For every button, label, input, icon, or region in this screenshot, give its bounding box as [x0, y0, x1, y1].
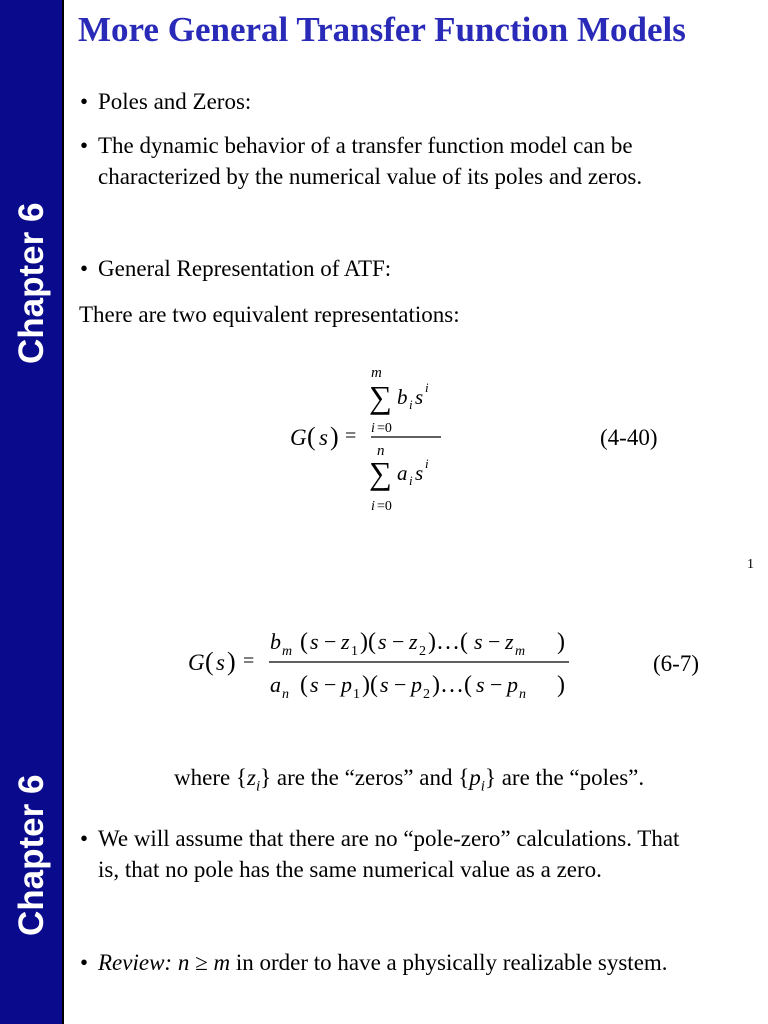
svg-text:p: p: [341, 672, 352, 697]
svg-text:m: m: [371, 365, 382, 381]
equation-6-7: [185, 622, 585, 712]
bullet-marker: •: [80, 89, 89, 114]
svg-text:=: =: [345, 425, 357, 447]
svg-text:m: m: [515, 644, 526, 659]
svg-text:s: s: [310, 672, 319, 697]
svg-text:i: i: [409, 397, 413, 412]
svg-text:−: −: [324, 672, 337, 697]
svg-text:i: i: [371, 421, 375, 436]
svg-text:n: n: [377, 443, 385, 459]
bullet-dynamic-behavior-line1: The dynamic behavior of a transfer function model can be: [98, 133, 633, 158]
p-subscript: i: [480, 778, 485, 795]
svg-text:p: p: [507, 672, 518, 697]
svg-text:)…(: )…(: [432, 672, 472, 698]
review-rest: in order to have a physically realizable system.: [235, 950, 668, 975]
svg-text:s: s: [216, 650, 225, 675]
where-prefix: where {: [174, 765, 247, 790]
chapter-sidebar: [0, 0, 64, 576]
svg-text:s: s: [415, 461, 424, 485]
svg-text:a: a: [270, 672, 281, 697]
svg-text:2: 2: [419, 644, 426, 659]
review-condition: n ≥ m: [177, 950, 231, 975]
svg-text:=0: =0: [377, 421, 392, 436]
bullet-general-representation: General Representation of ATF:: [98, 256, 392, 281]
svg-text:−: −: [324, 629, 337, 654]
svg-text:i: i: [371, 499, 375, 514]
svg-text:a: a: [397, 461, 408, 485]
svg-text:)(: )(: [362, 672, 378, 698]
svg-text:(: (: [307, 422, 316, 451]
svg-text:): ): [557, 629, 565, 655]
bullet-poles-zeros: Poles and Zeros:: [98, 89, 252, 114]
svg-text:∑: ∑: [369, 455, 392, 491]
z-subscript: i: [255, 778, 261, 795]
bullet-review: [98, 947, 668, 978]
svg-text:2: 2: [423, 687, 430, 702]
svg-text:G: G: [290, 425, 307, 450]
svg-text:−: −: [488, 629, 501, 654]
bullet-marker: •: [80, 133, 89, 158]
svg-text:): ): [330, 422, 339, 451]
svg-text:(: (: [300, 672, 308, 698]
svg-text:b: b: [270, 629, 281, 654]
svg-text:): ): [557, 672, 565, 698]
bullet-assumption-line2: is, that no pole has the same numerical value as a zero.: [98, 857, 602, 882]
svg-text:i: i: [409, 473, 413, 488]
p-symbol: p: [469, 765, 481, 790]
svg-text:∑: ∑: [369, 379, 392, 415]
where-zeros-poles-text: [174, 762, 644, 803]
svg-text:s: s: [310, 629, 319, 654]
bullet-marker: •: [80, 950, 89, 975]
svg-text:1: 1: [351, 644, 358, 659]
paragraph-equivalent-representations: There are two equivalent representations:: [79, 302, 460, 327]
bullet-marker: •: [80, 256, 89, 281]
svg-text:s: s: [476, 672, 485, 697]
svg-text:s: s: [474, 629, 483, 654]
svg-text:i: i: [425, 456, 429, 471]
where-middle: } are the “zeros” and {: [260, 765, 470, 790]
svg-text:)(: )(: [360, 629, 376, 655]
chapter-label: Chapter 6: [12, 202, 51, 364]
slide-2: [0, 576, 768, 1024]
svg-text:(: (: [205, 647, 214, 676]
svg-text:i: i: [425, 380, 429, 395]
where-suffix: } are the “poles”.: [484, 765, 645, 790]
chapter-label: Chapter 6: [12, 774, 51, 936]
svg-text:−: −: [394, 672, 407, 697]
svg-text:s: s: [319, 425, 328, 450]
equation-number-4-40: (4-40): [600, 425, 658, 450]
svg-text:(: (: [300, 629, 308, 655]
svg-text:z: z: [341, 629, 350, 654]
svg-text:m: m: [282, 644, 293, 659]
z-symbol: z: [246, 765, 256, 790]
svg-text:z: z: [505, 629, 514, 654]
svg-text:z: z: [409, 629, 418, 654]
svg-text:=: =: [243, 650, 255, 672]
svg-text:): ): [227, 647, 236, 676]
svg-text:b: b: [397, 385, 408, 409]
slide-title: More General Transfer Function Models: [78, 10, 686, 49]
svg-text:=0: =0: [377, 499, 392, 514]
svg-text:p: p: [411, 672, 422, 697]
bullet-dynamic-behavior-line2: characterized by the numerical value of its poles and zeros.: [98, 164, 643, 189]
bullet-marker: •: [80, 826, 89, 851]
svg-text:s: s: [415, 385, 424, 409]
review-label: Review:: [98, 950, 173, 975]
svg-text:−: −: [490, 672, 503, 697]
svg-text:1: 1: [353, 687, 360, 702]
bullet-assumption-line1: We will assume that there are no “pole-zero” calculations. That: [98, 826, 680, 851]
svg-text:n: n: [282, 687, 289, 702]
svg-text:)…(: )…(: [428, 629, 468, 655]
svg-text:n: n: [519, 687, 526, 702]
equation-4-40: [285, 360, 505, 520]
chapter-sidebar: [0, 576, 64, 1024]
svg-text:−: −: [392, 629, 405, 654]
svg-text:s: s: [378, 629, 387, 654]
svg-text:G: G: [188, 650, 205, 675]
equation-number-6-7: (6-7): [653, 651, 699, 676]
svg-text:s: s: [380, 672, 389, 697]
page-number: 1: [747, 557, 754, 572]
